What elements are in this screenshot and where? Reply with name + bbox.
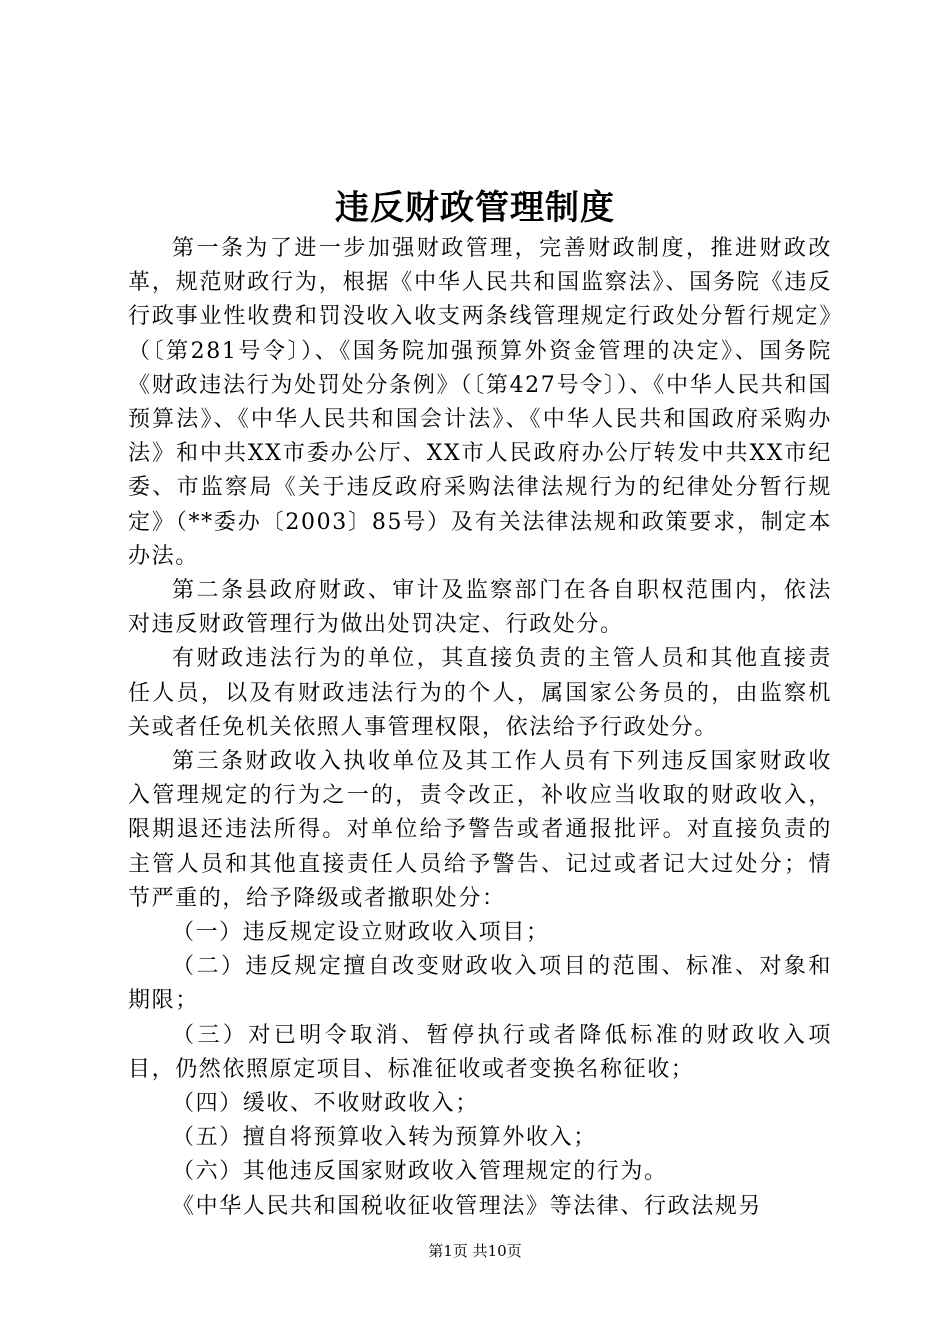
list-item-1: （一）违反规定设立财政收入项目； — [172, 920, 550, 946]
list-item-2: （二）违反规定擅自改变财政收入项目的范围、标准、对象和期限； — [128, 954, 832, 1014]
paragraph-article-2: 第二条县政府财政、审计及监察部门在各自职权范围内，依法对违反财政管理行为做出处罚决定、行政处分。 — [128, 578, 832, 638]
document-title: 违反财政管理制度 — [335, 188, 615, 228]
page-number-footer: 第1页 共10页 — [428, 1242, 522, 1260]
paragraph-article-3: 第三条财政收入执收单位及其工作人员有下列违反国家财政收入管理规定的行为之一的，责令改正，补收应当收取的财政收入，限期退还违法所得。对单位给予警告或者通报批评。对直接负责的主管人员和其他直接责任人员给予警告、记过或者记大过处分；情节严重的，给予降级或者撤职处分： — [128, 749, 832, 911]
list-item-4: （四）缓收、不收财政收入； — [172, 1091, 479, 1117]
paragraph-article-2-detail: 有财政违法行为的单位，其直接负责的主管人员和其他直接责任人员，以及有财政违法行为的个人，属国家公务员的，由监察机关或者任免机关依照人事管理权限，依法给予行政处分。 — [128, 646, 832, 740]
list-item-6: （六）其他违反国家财政收入管理规定的行为。 — [172, 1159, 668, 1185]
paragraph-article-1: 第一条为了进一步加强财政管理，完善财政制度，推进财政改革，规范财政行为，根据《中华人民共和国监察法》、国务院《违反行政事业性收费和罚没收入收支两条线管理规定行政处分暂行规定》（〔第281号令〕）、《国务院加强预算外资金管理的决定》、国务院《财政违法行为处罚处分条例》（〔第427号令〕）、《中华人民共和国预算法》、《中华人民共和国会计法》、《中华人民共和国政府采购办法》和中共XX市委办公厅、XX市人民政府办公厅转发中共XX市纪委、市监察局《关于违反政府采购法律法规行为的纪律处分暂行规定》（**委办〔2003〕85号）及有关法律法规和政策要求，制定本办法。 — [128, 236, 832, 569]
list-item-5: （五）擅自将预算收入转为预算外收入； — [172, 1125, 597, 1151]
document-body — [128, 232, 832, 1224]
list-item-3: （三）对已明令取消、暂停执行或者降低标准的财政收入项目，仍然依照原定项目、标准征收或者变换名称征收； — [128, 1022, 832, 1082]
paragraph-continuation: 《中华人民共和国税收征收管理法》等法律、行政法规另 — [172, 1193, 763, 1219]
